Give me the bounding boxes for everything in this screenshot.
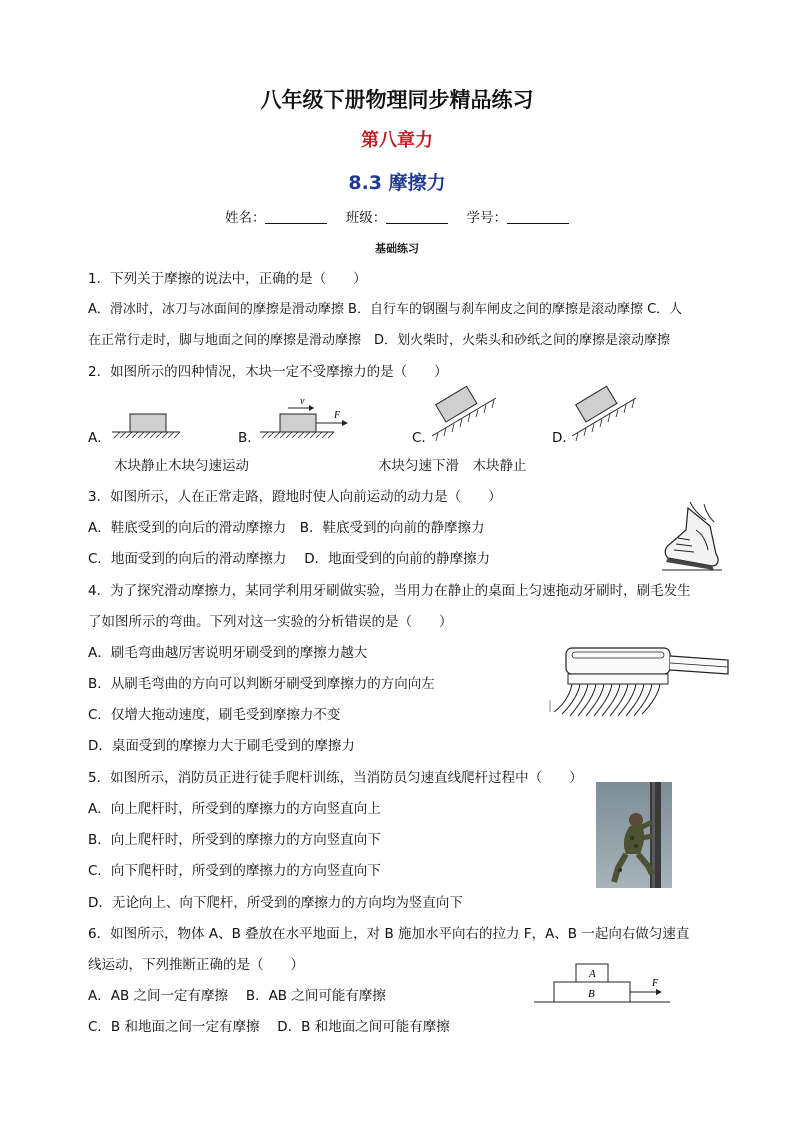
section-title: 8.3 摩擦力 bbox=[348, 172, 446, 194]
q1-stem: 1．下列关于摩擦的说法中，正确的是（ ） bbox=[88, 271, 367, 287]
section-subtitle: 基础练习 bbox=[375, 242, 419, 255]
q4-option-d: D．桌面受到的摩擦力大于刷毛受到的摩擦力 bbox=[88, 738, 355, 754]
q5-option-b: B．向上爬杆时，所受到的摩擦力的方向竖直向下 bbox=[88, 832, 381, 848]
q2-figure-c bbox=[430, 384, 510, 444]
name-blank[interactable] bbox=[265, 209, 327, 224]
q6-options-line2: C．B 和地面之间一定有摩擦 D．B 和地面之间可能有摩擦 bbox=[88, 1019, 450, 1035]
q2-stem: 2．如图所示的四种情况，木块一定不受摩擦力的是（ ） bbox=[88, 364, 448, 380]
q4-stem-line2: 了如图所示的弯曲。下列对这一实验的分析错误的是（ ） bbox=[88, 614, 453, 630]
q6-label-b: B bbox=[588, 988, 595, 1000]
q2-option-b: B． bbox=[238, 430, 261, 446]
q6-label-f: F bbox=[652, 978, 659, 989]
q2-caption-ab: 木块静止木块匀速运动 bbox=[114, 458, 249, 474]
q6-label-a: A bbox=[589, 968, 596, 980]
q5-option-a: A．向上爬杆时，所受到的摩擦力的方向竖直向上 bbox=[88, 801, 381, 817]
q2-figure-b bbox=[258, 392, 358, 442]
id-label: 学号： bbox=[466, 210, 508, 226]
id-blank[interactable] bbox=[507, 209, 569, 224]
q6-blocks-figure bbox=[534, 960, 674, 1010]
name-label: 姓名： bbox=[224, 210, 266, 226]
q2-label-f: F bbox=[334, 410, 341, 421]
student-info-row bbox=[0, 206, 794, 226]
q6-stem-line2: 线运动，下列推断正确的是（ ） bbox=[88, 957, 304, 973]
q3-options-line1: A．鞋底受到的向后的滑动摩擦力 B．鞋底受到的向前的静摩擦力 bbox=[88, 520, 485, 536]
q4-option-b: B．从刷毛弯曲的方向可以判断牙刷受到摩擦力的方向向左 bbox=[88, 676, 435, 692]
q2-figure-a bbox=[110, 392, 190, 442]
class-blank[interactable] bbox=[386, 209, 448, 224]
q5-option-d: D．无论向上、向下爬杆，所受到的摩擦力的方向均为竖直向下 bbox=[88, 895, 463, 911]
q3-stem: 3．如图所示，人在正常走路，蹬地时使人向前运动的动力是（ ） bbox=[88, 489, 502, 505]
q4-option-c: C．仅增大拖动速度，刷毛受到摩擦力不变 bbox=[88, 707, 341, 723]
q5-option-c: C．向下爬杆时，所受到的摩擦力的方向竖直向下 bbox=[88, 863, 381, 879]
q2-figure-d bbox=[570, 384, 650, 444]
q3-shoe-image bbox=[660, 500, 724, 572]
q4-stem-line1: 4．为了探究滑动摩擦力，某同学利用牙刷做实验，当用力在静止的桌面上匀速拖动牙刷时，刷毛发生 bbox=[88, 583, 691, 599]
q2-label-v: v bbox=[300, 396, 305, 407]
q3-options-line2: C．地面受到的向后的滑动摩擦力 D．地面受到的向前的静摩擦力 bbox=[88, 551, 491, 567]
q2-caption-cd: 木块匀速下滑 木块静止 bbox=[378, 458, 527, 474]
q2-option-d: D． bbox=[552, 430, 576, 446]
q2-option-c: C． bbox=[412, 430, 435, 446]
q1-options-line2: 在正常行走时，脚与地面之间的摩擦是滑动摩擦 D．划火柴时，火柴头和砂纸之间的摩擦是滚动摩擦 bbox=[88, 333, 671, 348]
q1-options-line1: A．滑冰时，冰刀与冰面间的摩擦是滑动摩擦 B．自行车的钢圈与刹车闸皮之间的摩擦是滚动摩擦 C．人 bbox=[88, 302, 683, 317]
q4-option-a: A．刷毛弯曲越厉害说明牙刷受到的摩擦力越大 bbox=[88, 645, 368, 661]
q6-options-line1: A．AB 之间一定有摩擦 B．AB 之间可能有摩擦 bbox=[88, 988, 386, 1004]
class-label: 班级： bbox=[345, 210, 387, 226]
q2-option-a: A． bbox=[88, 430, 111, 446]
q4-toothbrush-image bbox=[548, 640, 734, 722]
q6-stem-line1: 6．如图所示，物体 A、B 叠放在水平地面上，对 B 施加水平向右的拉力 F，A、B 一起向右做匀速直 bbox=[88, 926, 690, 942]
q5-stem: 5．如图所示，消防员正进行徒手爬杆训练，当消防员匀速直线爬杆过程中（ ） bbox=[88, 770, 583, 786]
q5-firefighter-photo bbox=[596, 782, 672, 888]
page-title: 八年级下册物理同步精品练习 bbox=[260, 88, 534, 112]
chapter-title: 第八章力 bbox=[361, 130, 433, 151]
